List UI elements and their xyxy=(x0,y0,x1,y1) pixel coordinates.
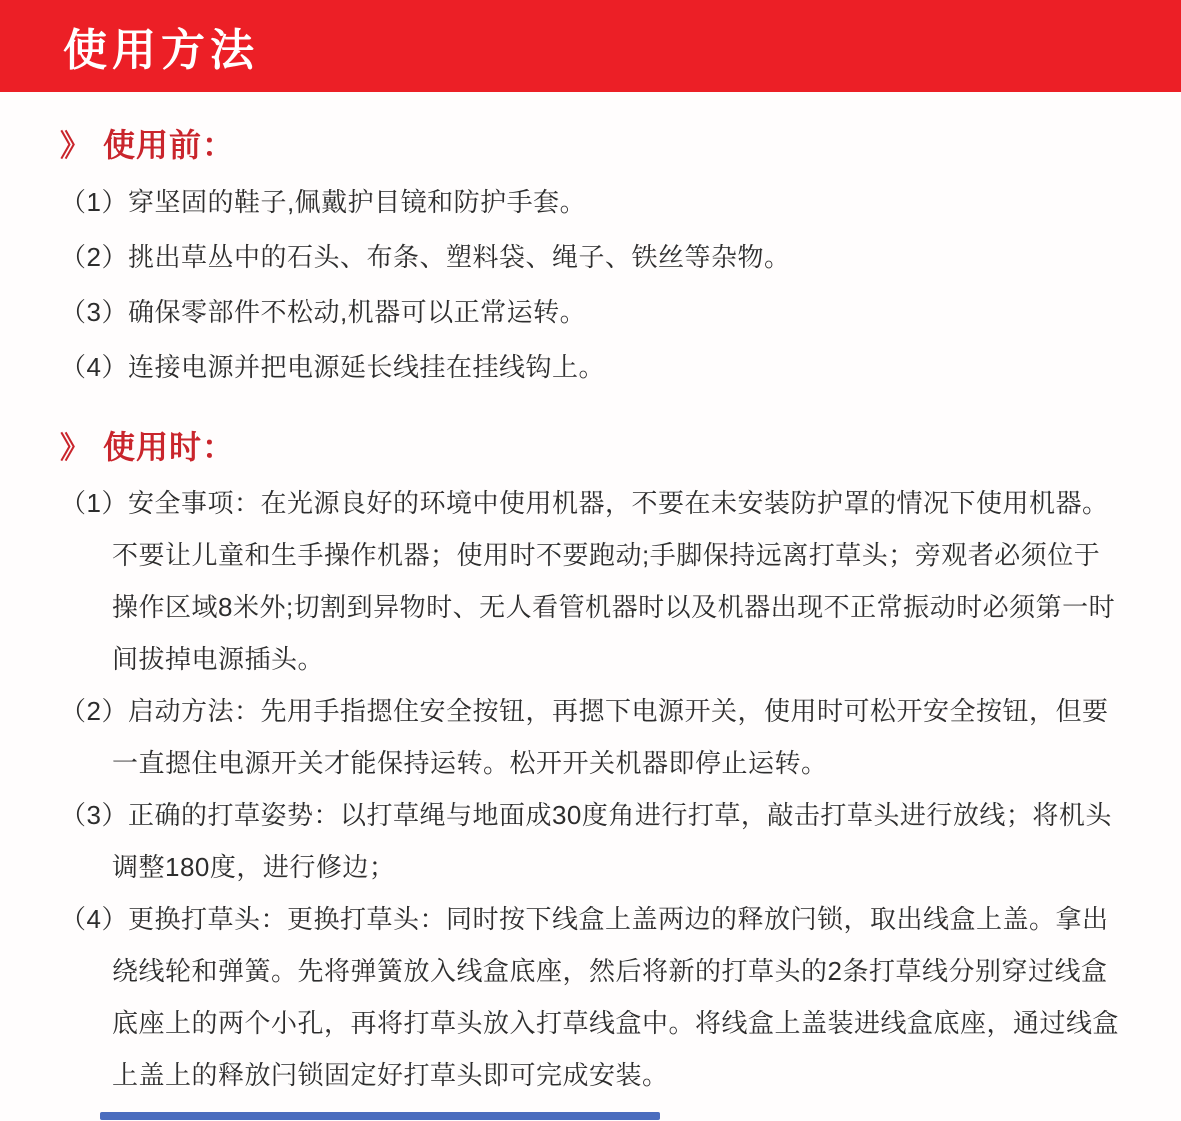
section-heading-before-use xyxy=(60,125,1122,167)
list-item: （3）确保零部件不松动,机器可以正常运转。 xyxy=(60,297,587,327)
list-item: （2）启动方法：先用手指摁住安全按钮，再摁下电源开关，使用时可松开安全按钮，但要一直摁住电源开关才能保持运转。松开开关机器即停止运转。 xyxy=(60,696,1109,778)
list-item: （3）正确的打草姿势：以打草绳与地面成30度角进行打草，敲击打草头进行放线；将机头调整180度，进行修边； xyxy=(60,800,1112,882)
section-heading-text: 使用时： xyxy=(103,429,236,465)
cutoff-text-bar xyxy=(100,1112,660,1120)
chevron-marker-icon: 》 xyxy=(60,130,91,163)
chevron-marker-icon: 》 xyxy=(60,432,91,465)
before-use-list xyxy=(60,175,1122,395)
during-use-list xyxy=(60,477,1122,1101)
section-heading-text: 使用前： xyxy=(103,127,236,163)
list-item: （2）挑出草丛中的石头、布条、塑料袋、绳子、铁丝等杂物。 xyxy=(60,242,791,272)
section-heading-during-use xyxy=(60,427,1122,469)
instructions-content xyxy=(60,92,1122,1101)
usage-method-banner xyxy=(0,0,1181,92)
page-title: 使用方法 xyxy=(63,26,259,75)
list-item: （1）穿坚固的鞋子,佩戴护目镜和防护手套。 xyxy=(60,187,587,217)
list-item: （4）连接电源并把电源延长线挂在挂线钩上。 xyxy=(60,352,605,382)
list-item: （4）更换打草头：更换打草头：同时按下线盒上盖两边的释放闩锁，取出线盒上盖。拿出绕线轮和弹簧。先将弹簧放入线盒底座，然后将新的打草头的2条打草线分别穿过线盒底座上的两个小孔，再将打草头放入打草线盒中。将线盒上盖装进线盒底座，通过线盒上盖上的释放闩锁固定好打草头即可完成安装。 xyxy=(60,904,1120,1090)
list-item: （1）安全事项：在光源良好的环境中使用机器，不要在未安装防护罩的情况下使用机器。不要让儿童和生手操作机器；使用时不要跑动;手脚保持远离打草头；旁观者必须位于操作区域8米外;切割到异物时、无人看管机器时以及机器出现不正常振动时必须第一时间拔掉电源插头。 xyxy=(60,488,1116,674)
